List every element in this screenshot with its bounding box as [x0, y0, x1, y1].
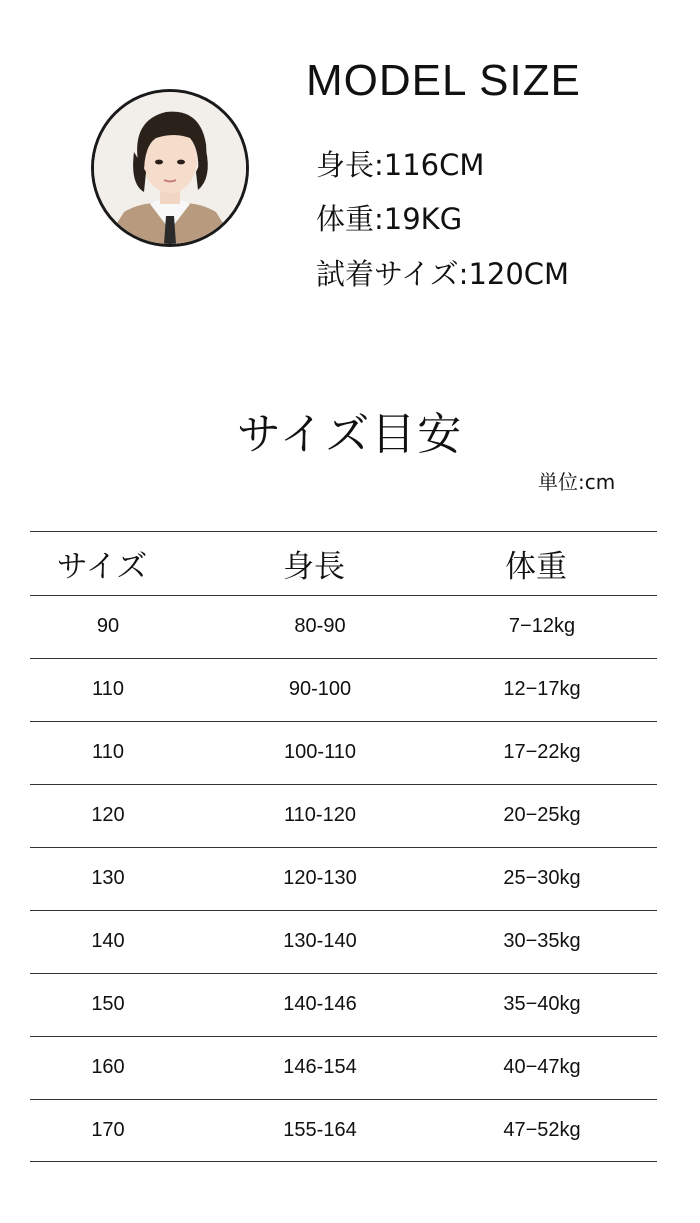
cell-weight: 7−12kg — [508, 615, 576, 637]
table-row — [30, 1099, 657, 1162]
cell-height: 146-154 — [283, 1056, 357, 1078]
cell-height: 90-100 — [288, 678, 352, 700]
size-table — [30, 531, 657, 1162]
cell-weight: 35−40kg — [503, 993, 581, 1015]
cell-height: 100-110 — [284, 741, 356, 763]
model-tried-size: 試着サイズ:120CM — [316, 257, 570, 291]
header-size: サイズ — [56, 549, 148, 585]
cell-size: 120 — [91, 804, 125, 826]
cell-weight: 17−22kg — [503, 741, 581, 763]
cell-height: 155-164 — [283, 1119, 357, 1141]
cell-height: 130-140 — [283, 930, 357, 952]
model-size-title: MODEL SIZE — [306, 56, 581, 105]
table-row — [30, 721, 657, 784]
cell-weight: 30−35kg — [503, 930, 581, 952]
table-row — [30, 973, 657, 1036]
unit-label: 単位:cm — [538, 470, 616, 494]
table-header-row — [30, 531, 657, 595]
cell-weight: 40−47kg — [503, 1056, 581, 1078]
cell-height: 120-130 — [283, 867, 357, 889]
cell-size: 160 — [91, 1056, 125, 1078]
cell-size: 140 — [91, 930, 125, 952]
header-height: 身長 — [283, 549, 345, 585]
cell-height: 80-90 — [294, 615, 346, 637]
cell-size: 130 — [91, 867, 125, 889]
table-row — [30, 784, 657, 847]
cell-weight: 12−17kg — [503, 678, 581, 700]
table-row — [30, 595, 657, 658]
cell-weight: 25−30kg — [503, 867, 581, 889]
cell-weight: 20−25kg — [503, 804, 581, 826]
table-row — [30, 847, 657, 910]
model-photo — [91, 89, 249, 247]
model-weight: 体重:19KG — [316, 202, 463, 236]
size-guide-title: サイズ目安 — [236, 409, 464, 460]
cell-size: 150 — [91, 993, 125, 1015]
cell-weight: 47−52kg — [503, 1119, 581, 1141]
table-row — [30, 1036, 657, 1099]
model-portrait-image — [94, 92, 246, 244]
cell-size: 170 — [91, 1119, 125, 1141]
model-height: 身長:116CM — [316, 148, 485, 182]
cell-size: 110 — [92, 678, 124, 700]
cell-height: 140-146 — [283, 993, 357, 1015]
table-row — [30, 910, 657, 973]
cell-size: 90 — [96, 615, 120, 637]
table-row — [30, 658, 657, 721]
header-weight: 体重 — [505, 549, 567, 585]
cell-height: 110-120 — [284, 804, 356, 826]
cell-size: 110 — [92, 741, 124, 763]
